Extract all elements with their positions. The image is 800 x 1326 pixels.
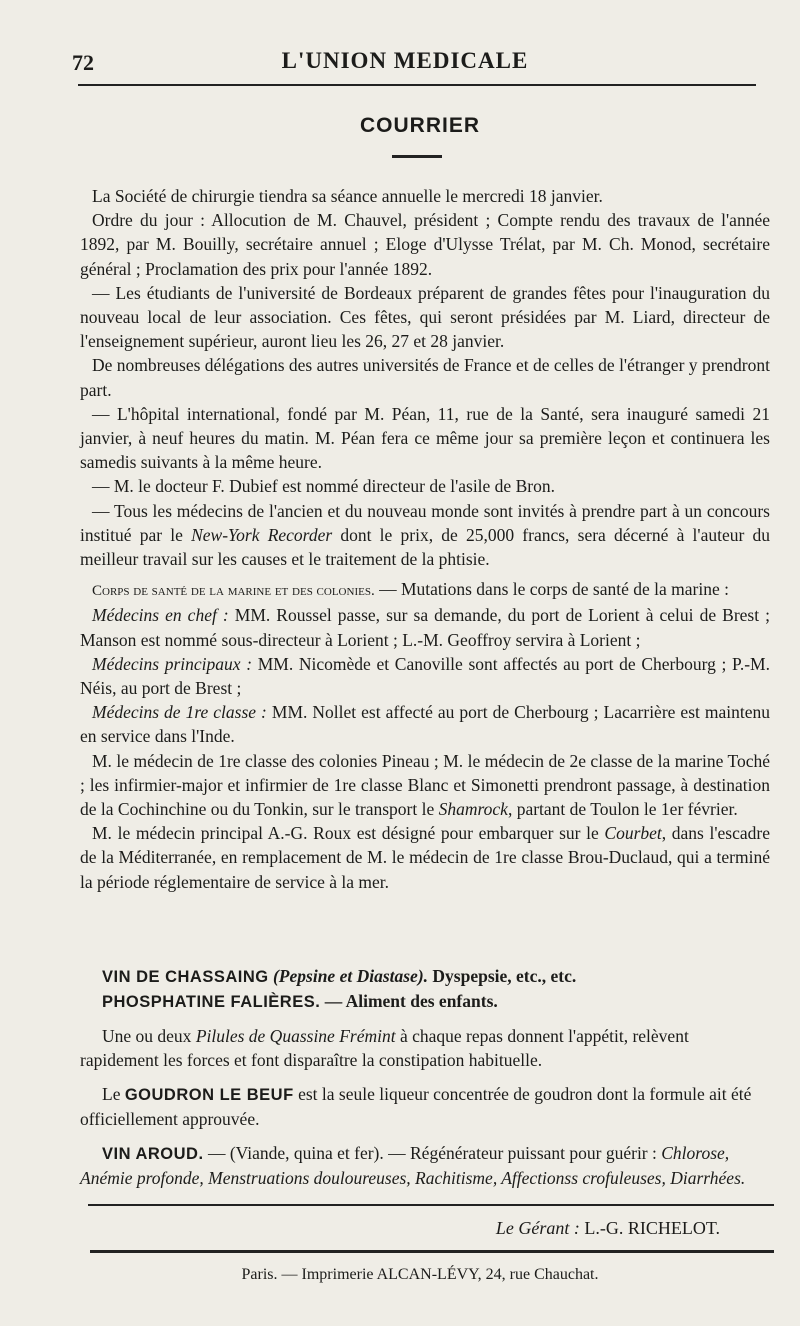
text-run: dont le prix, de 25,000 francs, sera décerné à l'auteur du meilleur travail sur les causes et le traitement de la phtisie. [80, 524, 770, 570]
ad-text: Le [102, 1084, 125, 1104]
footer-rule-thick [90, 1250, 774, 1253]
ad-text: est la seule liqueur concentrée de goudron dont la formule ait été officiellement approuvée. [80, 1084, 752, 1129]
ad-chassaing [80, 964, 770, 989]
ad-aroud [80, 1141, 770, 1190]
text-run: MM. Roussel passe, sur sa demande, du port de Lorient à celui de Brest ; Manson est nommé sous-directeur à Lorient ; L.-M. Geoffroy servira à Lorient ; [80, 605, 770, 650]
italic-run: Médecins de 1re classe : [92, 702, 267, 723]
page-number: 72 [72, 50, 94, 75]
text-run: , dans l'escadre de la Méditerranée, en remplacement de M. le médecin de 1re classe Brou-Duclaud, qui a terminé la période réglementaire de service à la mer. [80, 823, 770, 892]
text-run: — Mutations dans le corps de santé de la marine : [374, 579, 729, 600]
ad-paren: (Pepsine et Diastase). [268, 966, 429, 986]
ad-phosphatine [80, 989, 770, 1014]
paragraph [80, 700, 770, 748]
ad-goudron [80, 1082, 770, 1131]
footer-rule [88, 1204, 774, 1206]
ad-quassine [80, 1024, 770, 1072]
gerant-name: L.-G. RICHELOT. [579, 1218, 720, 1238]
page-header [70, 44, 740, 78]
italic-run: Shamrock [438, 799, 508, 820]
paragraph: — M. le docteur F. Dubief est nommé directeur de l'asile de Bron. [92, 476, 555, 497]
paragraph: — Les étudiants de l'université de Bordeaux préparent de grandes fêtes pour l'inauguration du nouveau local de leur association. Ces fêtes, qui seront présidées par M. Liard, directeur de l'enseignement supérieur, auront lieu les 26, 27 et 28 janvier. [80, 282, 770, 352]
ad-text: Dyspepsie, etc., etc. [428, 966, 577, 986]
advertisements [80, 964, 770, 1190]
text-run: M. le médecin principal A.-G. Roux est désigné pour embarquer sur le [92, 823, 605, 844]
paragraph [80, 499, 770, 572]
printer-line: Paris. — Imprimerie ALCAN-LÉVY, 24, rue Chauchat. [241, 1266, 599, 1283]
paragraph: — L'hôpital international, fondé par M. Péan, 11, rue de la Santé, sera inauguré samedi 21 janvier, à neuf heures du matin. M. Péan fera ce même jour sa première leçon et continuera les samedis suivants à la même heure. [80, 403, 770, 473]
ad-brand: GOUDRON LE BEUF [124, 1086, 294, 1104]
italic-run: Médecins principaux : [92, 653, 253, 674]
text-run: MM. Nicomède et Canoville sont affectés au port de Cherbourg ; P.-M. Néis, au port de Brest ; [80, 653, 770, 699]
ad-text: à chaque repas donnent l'appétit, relèvent rapidement les forces et font disparaître la constipation habituelle. [80, 1026, 689, 1070]
paragraph [80, 577, 770, 603]
article-body [80, 184, 770, 894]
gerant-label: Le Gérant : [495, 1218, 580, 1238]
text-run: MM. Nollet est affecté au port de Cherbourg ; Lacarrière est maintenu en service dans l'Inde. [80, 702, 771, 747]
text-run: — Tous les médecins de l'ancien et du nouveau monde sont invités à prendre part à un concours institué par le [80, 500, 770, 545]
gerant-signature [496, 1218, 720, 1239]
journal-title: L'UNION MEDICALE [281, 48, 529, 73]
ad-text: — (Viande, quina et fer). — Régénérateur puissant pour guérir : [203, 1143, 662, 1163]
ad-brand: VIN AROUD. [102, 1145, 204, 1163]
italic-run: Courbet [604, 823, 662, 844]
paragraph [80, 603, 770, 651]
paragraph: La Société de chirurgie tiendra sa séance annuelle le mercredi 18 janvier. [92, 186, 603, 206]
ad-text: — Aliment des enfants. [320, 991, 498, 1011]
paragraph [80, 652, 770, 700]
paragraph [80, 821, 770, 894]
ad-text: Une ou deux [102, 1026, 196, 1046]
paragraph: De nombreuses délégations des autres universités de France et de celles de l'étranger y prendront part. [80, 355, 770, 400]
paragraph: Ordre du jour : Allocution de M. Chauvel, président ; Compte rendu des travaux de l'année 1892, par M. Bouilly, secrétaire annuel ; Eloge d'Ulysse Trélat, par M. Ch. Monod, secrétaire général ; Proclamation des prix pour l'année 1892. [80, 210, 770, 279]
small-caps-run: Corps de santé de la marine et des colonies. [92, 583, 375, 600]
section-title: COURRIER [359, 114, 480, 137]
ad-italic: Pilules de Quassine Frémint [195, 1026, 396, 1046]
header-rule [78, 84, 756, 86]
italic-run: Médecins en chef : [92, 605, 229, 626]
paragraph [80, 749, 770, 822]
text-run: , partant de Toulon le 1er février. [507, 799, 738, 820]
ad-italic: Chlorose, Anémie profonde, Menstruations douloureuses, Rachitisme, Affectionss crofuleuses, Diarrhées. [80, 1143, 746, 1188]
ad-brand: VIN DE CHASSAING [102, 968, 269, 986]
ad-brand: PHOSPHATINE FALIÈRES. [102, 993, 321, 1011]
title-rule [392, 155, 442, 158]
italic-run: New-York Recorder [191, 524, 333, 545]
text-run: M. le médecin de 1re classe des colonies Pineau ; M. le médecin de 2e classe de la marine Toché ; les infirmier-major et infirmier de 1re classe Blanc et Simonetti prendront passage, à destination de la Cochinchine ou du Tonkin, sur le transport le [80, 750, 770, 820]
